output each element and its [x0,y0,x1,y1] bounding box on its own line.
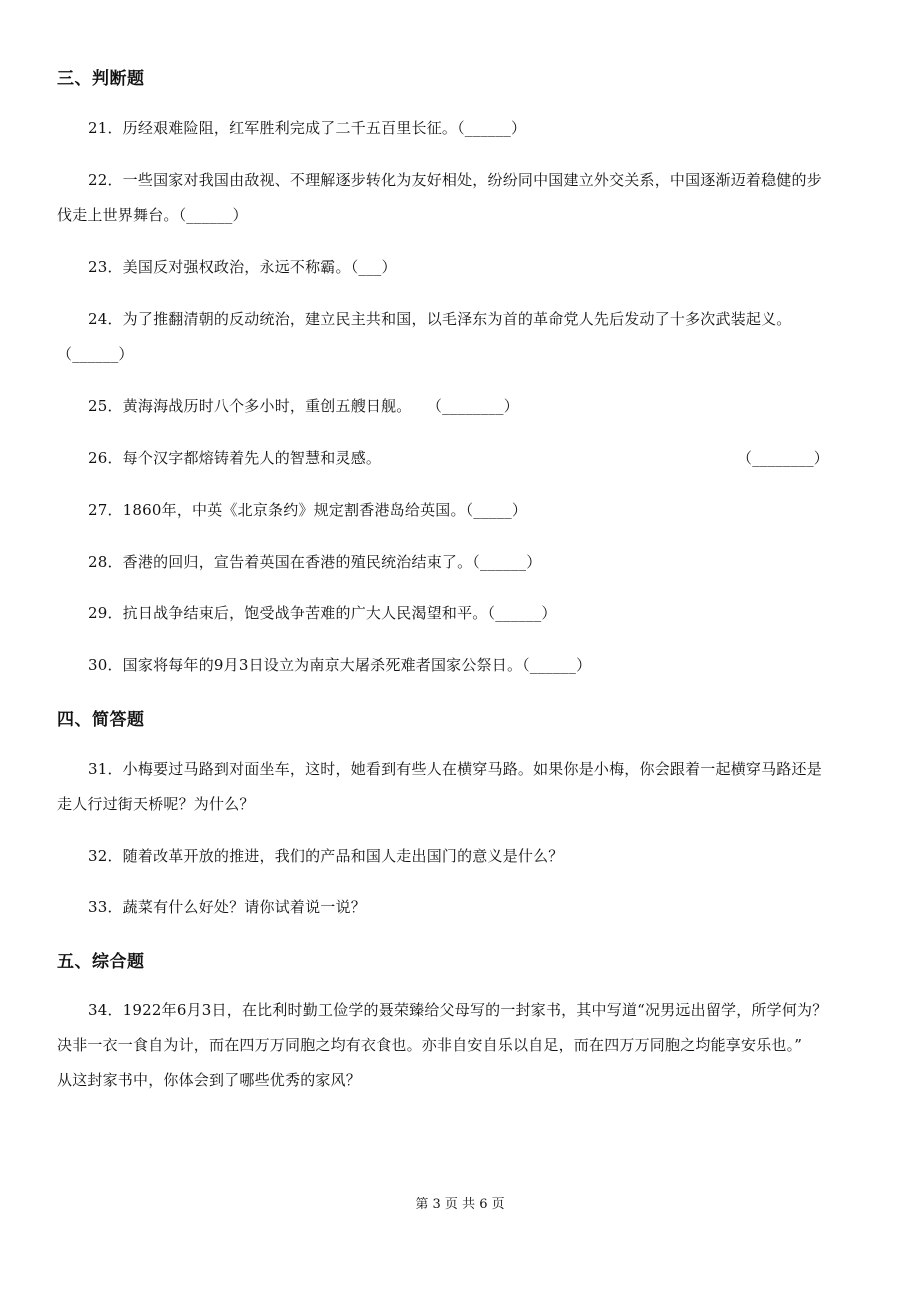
question-31-line-2: 走人行过街天桥呢？为什么？ [57,795,255,813]
section-title-comprehensive: 五、综合题 [57,952,145,972]
question-34-line-2: 决非一衣一食自为计，而在四万万同胞之均有衣食也。亦非自安自乐以自足，而在四万万同胞之均能享安乐也。” [57,1036,803,1054]
question-32: 32．随着改革开放的推进，我们的产品和国人走出国门的意义是什么？ [88,847,564,865]
question-27: 27．1860年，中英《北京条约》规定割香港岛给英国。（_____） [88,501,528,519]
question-22-line-1: 22．一些国家对我国由敌视、不理解逐步转化为友好相处，纷纷同中国建立外交关系，中国逐渐迈着稳健的步 [88,171,822,189]
question-31-line-1: 31．小梅要过马路到对面坐车，这时，她看到有些人在横穿马路。如果你是小梅，你会跟着一起横穿马路还是 [88,760,822,778]
question-29: 29．抗日战争结束后，饱受战争苦难的广大人民渴望和平。（______） [88,604,557,622]
question-22-line-2: 伐走上世界舞台。（______） [57,206,248,224]
question-21: 21．历经艰难险阻，红军胜利完成了二千五百里长征。（______） [88,119,527,137]
section-title-judge: 三、判断题 [57,69,145,89]
question-30: 30．国家将每年的9月3日设立为南京大屠杀死难者国家公祭日。（______） [88,656,592,674]
question-24-line-2: （______） [57,345,134,363]
question-34-line-3: 从这封家书中，你体会到了哪些优秀的家风？ [57,1071,362,1089]
section-title-short-answer: 四、简答题 [57,710,145,730]
question-24-line-1: 24．为了推翻清朝的反动统治，建立民主共和国，以毛泽东为首的革命党人先后发动了十多次武装起义。 [88,310,792,328]
question-33: 33．蔬菜有什么好处？请你试着说一说？ [88,898,366,916]
question-26-answer-blank: （________） [737,449,830,467]
question-23: 23．美国反对强权政治，永远不称霸。（___） [88,258,397,276]
question-26: 26．每个汉字都熔铸着先人的智慧和灵感。 [88,449,382,467]
question-28: 28．香港的回归，宣告着英国在香港的殖民统治结束了。（______） [88,553,542,571]
page-footer: 第 3 页 共 6 页 [415,1197,505,1212]
question-34-line-1: 34．1922年6月3日，在比利时勤工俭学的聂荣臻给父母写的一封家书，其中写道“况男远出留学，所学何为？ [88,1001,828,1019]
question-25: 25．黄海海战历时八个多小时，重创五艘日舰。 （________） [88,397,519,415]
